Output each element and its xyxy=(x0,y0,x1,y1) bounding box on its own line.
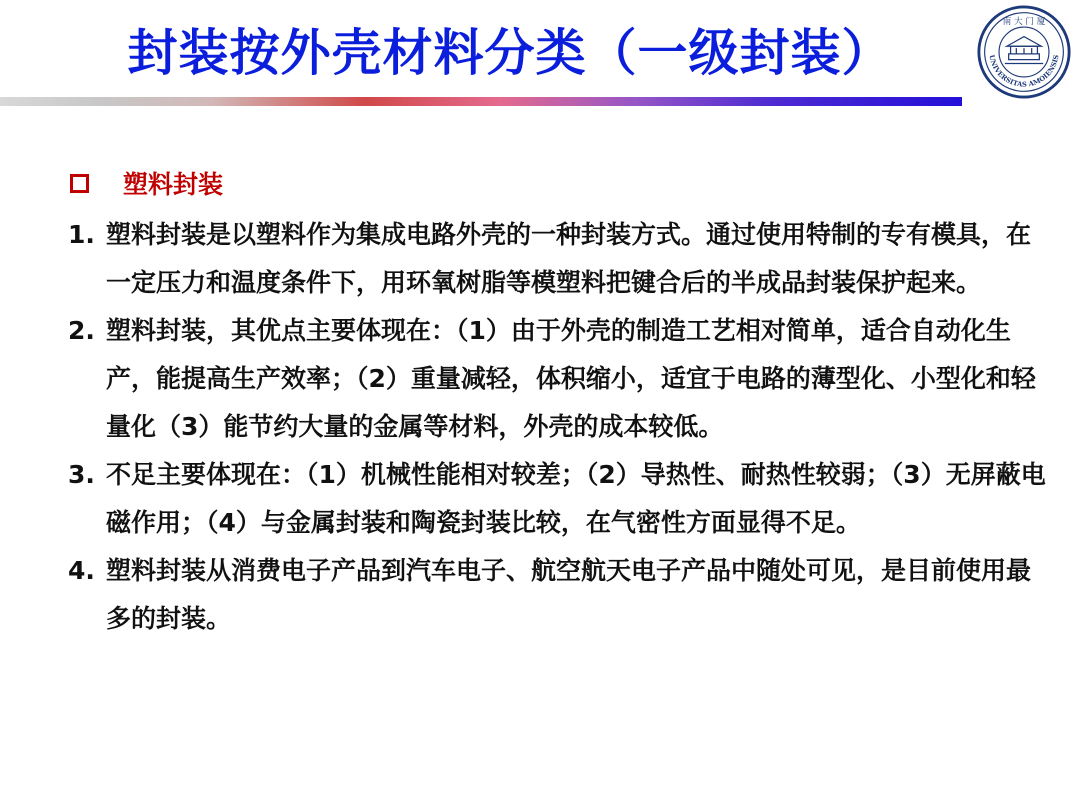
square-bullet-icon xyxy=(70,174,89,193)
list-item-number: 4. xyxy=(68,556,95,585)
content-area xyxy=(68,163,1048,643)
rainbow-divider xyxy=(0,97,962,106)
seal-top-text: 南 大 门 厦 xyxy=(1002,17,1046,28)
university-seal-logo xyxy=(976,4,1072,100)
section-heading: 塑料封装 xyxy=(123,170,224,199)
list-item-text: 塑料封装，其优点主要体现在：（1）由于外壳的制造工艺相对简单，适合自动化生产，能提高生产效率；（2）重量减轻，体积缩小，适宜于电路的薄型化、小型化和轻量化（3）能节约大量的金属等材料，外壳的成本较低。 xyxy=(106,316,1036,441)
list-item-number: 2. xyxy=(68,316,95,345)
list-item-text: 塑料封装是以塑料作为集成电路外壳的一种封装方式。通过使用特制的专有模具，在一定压力和温度条件下，用环氧树脂等模塑料把键合后的半成品封装保护起来。 xyxy=(106,220,1032,297)
list-item-text: 塑料封装从消费电子产品到汽车电子、航空航天电子产品中随处可见，是目前使用最多的封装。 xyxy=(106,556,1032,633)
list-item xyxy=(68,211,1048,307)
seal-ring-text: UNIVERSITAS AMOIENSIS xyxy=(987,54,1061,89)
section-heading-row xyxy=(68,163,1048,203)
numbered-list xyxy=(68,211,1048,643)
list-item-number: 1. xyxy=(68,220,95,249)
page-title: 封装按外壳材料分类（一级封装） xyxy=(127,24,893,82)
list-item xyxy=(68,547,1048,643)
list-item xyxy=(68,451,1048,547)
list-item-number: 3. xyxy=(68,460,95,489)
list-item-text: 不足主要体现在：（1）机械性能相对较差；（2）导热性、耐热性较弱；（3）无屏蔽电磁作用；（4）与金属封装和陶瓷封装比较，在气密性方面显得不足。 xyxy=(106,460,1046,537)
list-item xyxy=(68,307,1048,451)
